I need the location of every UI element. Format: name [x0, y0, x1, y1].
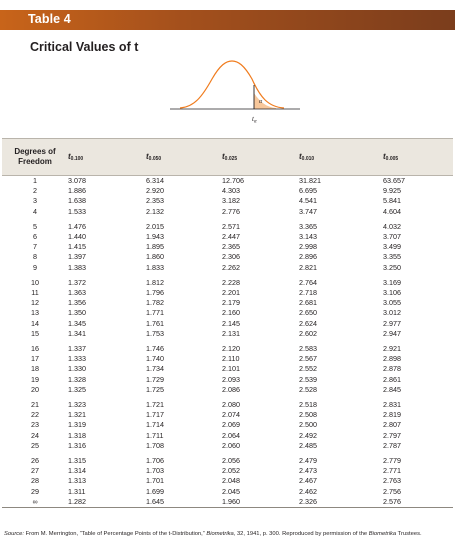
value-cell: 1.714	[146, 420, 164, 430]
value-cell: 2.045	[222, 486, 240, 496]
df-header-line-2: Freedom	[18, 157, 52, 166]
value-cell: 3.182	[222, 196, 240, 206]
table-row	[2, 441, 453, 451]
value-cell: 2.779	[383, 456, 401, 466]
table-banner	[0, 10, 455, 30]
table-row	[2, 385, 453, 395]
column-header-t-0.010	[299, 139, 383, 176]
value-cell: 1.895	[146, 242, 164, 252]
value-cell: 2.921	[383, 344, 401, 354]
value-cell: 1.313	[68, 476, 86, 486]
source-journal-2: Biometrika	[368, 531, 397, 537]
source-prefix: Source:	[4, 531, 24, 537]
df-cell: 21	[31, 400, 39, 410]
value-cell: 2.145	[222, 318, 240, 328]
value-cell: 2.977	[383, 318, 401, 328]
value-cell: 2.771	[383, 466, 401, 476]
df-cell: 14	[31, 318, 39, 328]
value-cell: 1.753	[146, 328, 164, 338]
value-cell: 1.341	[68, 328, 86, 338]
df-cell: 24	[31, 430, 39, 440]
value-cell: 2.262	[222, 262, 240, 272]
df-cell: 13	[31, 308, 39, 318]
table-row	[2, 288, 453, 298]
table-row	[2, 217, 453, 232]
value-cell: 1.706	[146, 456, 164, 466]
df-cell: ∞	[32, 496, 38, 506]
df-cell: 4	[33, 206, 37, 216]
value-cell: 1.316	[68, 440, 86, 450]
column-subscript: 0.050	[148, 156, 162, 162]
table-label: Table 4	[28, 12, 71, 26]
value-cell: 3.365	[299, 221, 317, 231]
value-cell: 2.306	[222, 252, 240, 262]
value-cell: 1.729	[146, 374, 164, 384]
df-cell: 20	[31, 384, 39, 394]
value-cell: 3.078	[68, 176, 86, 185]
column-subscript: 0.005	[385, 156, 399, 162]
value-cell: 2.365	[222, 242, 240, 252]
value-cell: 1.711	[146, 430, 164, 440]
value-cell: 2.571	[222, 221, 240, 231]
value-cell: 1.311	[68, 486, 86, 496]
column-symbol: t	[299, 152, 302, 161]
value-cell: 1.476	[68, 221, 86, 231]
value-cell: 2.797	[383, 430, 401, 440]
value-cell: 3.747	[299, 206, 317, 216]
value-cell: 1.356	[68, 298, 86, 308]
value-cell: 1.699	[146, 486, 164, 496]
value-cell: 1.703	[146, 466, 164, 476]
value-cell: 2.508	[299, 410, 317, 420]
tail-area-shade	[254, 93, 276, 109]
value-cell: 3.012	[383, 308, 401, 318]
value-cell: 2.500	[299, 420, 317, 430]
df-cell: 12	[31, 298, 39, 308]
value-cell: 1.397	[68, 252, 86, 262]
table-row	[2, 431, 453, 441]
table-row	[2, 410, 453, 420]
table-row	[2, 420, 453, 430]
table-row	[2, 451, 453, 466]
value-cell: 2.764	[299, 277, 317, 287]
value-cell: 3.707	[383, 232, 401, 242]
value-cell: 2.110	[222, 354, 240, 364]
value-cell: 2.947	[383, 328, 401, 338]
value-cell: 2.353	[146, 196, 164, 206]
column-subscript: 0.010	[301, 156, 315, 162]
value-cell: 1.533	[68, 206, 86, 216]
value-cell: 2.131	[222, 328, 240, 338]
df-cell: 23	[31, 420, 39, 430]
df-cell: 9	[33, 262, 37, 272]
table-row	[2, 319, 453, 329]
table-row	[2, 176, 453, 187]
value-cell: 2.132	[146, 206, 164, 216]
value-cell: 3.499	[383, 242, 401, 252]
value-cell: 2.898	[383, 354, 401, 364]
value-cell: 1.282	[68, 496, 86, 506]
value-cell: 1.771	[146, 308, 164, 318]
df-cell: 1	[33, 176, 37, 185]
value-cell: 3.055	[383, 298, 401, 308]
column-subscript: 0.025	[224, 156, 238, 162]
table-row	[2, 242, 453, 252]
value-cell: 2.602	[299, 328, 317, 338]
column-header-t-0.100	[68, 139, 146, 176]
value-cell: 2.120	[222, 344, 240, 354]
value-cell: 9.925	[383, 186, 401, 196]
value-cell: 2.069	[222, 420, 240, 430]
value-cell: 1.415	[68, 242, 86, 252]
value-cell: 1.345	[68, 318, 86, 328]
value-cell: 2.518	[299, 400, 317, 410]
source-text-a: From M. Merrington, “Table of Percentage Points of the t-Distribution,”	[23, 531, 207, 537]
value-cell: 1.330	[68, 364, 86, 374]
value-cell: 2.878	[383, 364, 401, 374]
df-cell: 17	[31, 354, 39, 364]
table-row	[2, 186, 453, 196]
page-title: Critical Values of t	[30, 40, 139, 54]
table-row	[2, 339, 453, 354]
column-subscript: 0.100	[70, 156, 84, 162]
value-cell: 1.725	[146, 384, 164, 394]
value-cell: 1.833	[146, 262, 164, 272]
table-row	[2, 375, 453, 385]
value-cell: 1.796	[146, 288, 164, 298]
value-cell: 1.860	[146, 252, 164, 262]
value-cell: 31.821	[299, 176, 321, 185]
value-cell: 63.657	[383, 176, 405, 185]
value-cell: 2.896	[299, 252, 317, 262]
value-cell: 1.333	[68, 354, 86, 364]
value-cell: 1.812	[146, 277, 164, 287]
table-row	[2, 232, 453, 242]
value-cell: 2.576	[383, 496, 401, 506]
value-cell: 2.048	[222, 476, 240, 486]
column-symbol: t	[222, 152, 225, 161]
value-cell: 2.064	[222, 430, 240, 440]
value-cell: 4.032	[383, 221, 401, 231]
value-cell: 2.080	[222, 400, 240, 410]
table-row	[2, 308, 453, 318]
value-cell: 2.093	[222, 374, 240, 384]
value-cell: 1.960	[222, 496, 240, 506]
df-header-line-1: Degrees of	[14, 147, 56, 156]
value-cell: 2.624	[299, 318, 317, 328]
value-cell: 2.056	[222, 456, 240, 466]
df-cell: 3	[33, 196, 37, 206]
df-cell: 8	[33, 252, 37, 262]
value-cell: 2.015	[146, 221, 164, 231]
value-cell: 3.143	[299, 232, 317, 242]
value-cell: 3.106	[383, 288, 401, 298]
table-row	[2, 207, 453, 217]
table-row	[2, 497, 453, 508]
value-cell: 2.681	[299, 298, 317, 308]
df-cell: 22	[31, 410, 39, 420]
value-cell: 1.319	[68, 420, 86, 430]
value-cell: 1.350	[68, 308, 86, 318]
value-cell: 1.325	[68, 384, 86, 394]
df-cell: 5	[33, 221, 37, 231]
value-cell: 2.479	[299, 456, 317, 466]
source-text-b: 32, 1941, p. 300. Reproduced by permission of the	[235, 531, 369, 537]
value-cell: 1.314	[68, 466, 86, 476]
value-cell: 2.831	[383, 400, 401, 410]
value-cell: 3.169	[383, 277, 401, 287]
value-cell: 2.467	[299, 476, 317, 486]
table-header-row	[2, 139, 453, 176]
density-curve	[180, 61, 284, 108]
table-row	[2, 263, 453, 273]
column-header-t-0.050	[146, 139, 222, 176]
value-cell: 2.861	[383, 374, 401, 384]
value-cell: 2.101	[222, 364, 240, 374]
table-row	[2, 487, 453, 497]
value-cell: 2.583	[299, 344, 317, 354]
value-cell: 2.086	[222, 384, 240, 394]
column-symbol: t	[383, 152, 386, 161]
value-cell: 2.326	[299, 496, 317, 506]
source-journal: Biometrika,	[206, 531, 236, 537]
value-cell: 1.323	[68, 400, 86, 410]
table-body	[2, 176, 453, 508]
value-cell: 2.998	[299, 242, 317, 252]
value-cell: 1.645	[146, 496, 164, 506]
value-cell: 2.228	[222, 277, 240, 287]
critical-values-table	[2, 138, 453, 508]
value-cell: 2.052	[222, 466, 240, 476]
value-cell: 1.383	[68, 262, 86, 272]
value-cell: 2.528	[299, 384, 317, 394]
table-row	[2, 298, 453, 308]
value-cell: 2.201	[222, 288, 240, 298]
value-cell: 1.337	[68, 344, 86, 354]
table-row	[2, 273, 453, 288]
value-cell: 2.567	[299, 354, 317, 364]
column-symbol: t	[68, 152, 71, 161]
value-cell: 2.718	[299, 288, 317, 298]
value-cell: 1.734	[146, 364, 164, 374]
value-cell: 2.160	[222, 308, 240, 318]
value-cell: 2.650	[299, 308, 317, 318]
df-cell: 25	[31, 440, 39, 450]
value-cell: 1.721	[146, 400, 164, 410]
value-cell: 1.321	[68, 410, 86, 420]
value-cell: 2.821	[299, 262, 317, 272]
value-cell: 2.807	[383, 420, 401, 430]
value-cell: 2.819	[383, 410, 401, 420]
value-cell: 2.552	[299, 364, 317, 374]
df-cell: 16	[31, 344, 39, 354]
value-cell: 2.492	[299, 430, 317, 440]
value-cell: 2.756	[383, 486, 401, 496]
value-cell: 2.074	[222, 410, 240, 420]
value-cell: 1.328	[68, 374, 86, 384]
df-cell: 7	[33, 242, 37, 252]
value-cell: 3.250	[383, 262, 401, 272]
t-distribution-figure	[170, 55, 310, 130]
column-header-t-0.005	[383, 139, 453, 176]
df-cell: 2	[33, 186, 37, 196]
value-cell: 1.943	[146, 232, 164, 242]
source-text-c: Trustees.	[396, 531, 422, 537]
value-cell: 2.485	[299, 440, 317, 450]
value-cell: 1.717	[146, 410, 164, 420]
value-cell: 2.447	[222, 232, 240, 242]
value-cell: 1.440	[68, 232, 86, 242]
source-note	[4, 529, 452, 539]
value-cell: 2.179	[222, 298, 240, 308]
value-cell: 1.708	[146, 440, 164, 450]
df-cell: 6	[33, 232, 37, 242]
value-cell: 1.740	[146, 354, 164, 364]
table-row	[2, 329, 453, 339]
value-cell: 3.355	[383, 252, 401, 262]
df-cell: 27	[31, 466, 39, 476]
value-cell: 1.638	[68, 196, 86, 206]
value-cell: 6.314	[146, 176, 164, 185]
table-row	[2, 252, 453, 262]
table-row	[2, 466, 453, 476]
table-row	[2, 364, 453, 374]
df-cell: 26	[31, 456, 39, 466]
value-cell: 2.462	[299, 486, 317, 496]
value-cell: 2.845	[383, 384, 401, 394]
value-cell: 1.746	[146, 344, 164, 354]
value-cell: 1.886	[68, 186, 86, 196]
value-cell: 4.303	[222, 186, 240, 196]
value-cell: 5.841	[383, 196, 401, 206]
value-cell: 2.060	[222, 440, 240, 450]
table-row	[2, 196, 453, 206]
table-row	[2, 395, 453, 410]
value-cell: 2.920	[146, 186, 164, 196]
table-row	[2, 476, 453, 486]
df-cell: 18	[31, 364, 39, 374]
alpha-label: α	[259, 99, 263, 105]
df-cell: 10	[31, 277, 39, 287]
value-cell: 4.604	[383, 206, 401, 216]
value-cell: 1.782	[146, 298, 164, 308]
value-cell: 2.787	[383, 440, 401, 450]
table-row	[2, 354, 453, 364]
column-symbol: t	[146, 152, 149, 161]
value-cell: 4.541	[299, 196, 317, 206]
df-cell: 15	[31, 328, 39, 338]
value-cell: 1.363	[68, 288, 86, 298]
column-header-t-0.025	[222, 139, 299, 176]
value-cell: 2.776	[222, 206, 240, 216]
value-cell: 6.695	[299, 186, 317, 196]
value-cell: 12.706	[222, 176, 244, 185]
value-cell: 2.539	[299, 374, 317, 384]
value-cell: 1.318	[68, 430, 86, 440]
df-cell: 28	[31, 476, 39, 486]
value-cell: 1.761	[146, 318, 164, 328]
df-cell: 29	[31, 486, 39, 496]
value-cell: 1.701	[146, 476, 164, 486]
df-cell: 19	[31, 374, 39, 384]
value-cell: 1.372	[68, 277, 86, 287]
value-cell: 2.473	[299, 466, 317, 476]
df-column-header	[2, 139, 68, 176]
value-cell: 2.763	[383, 476, 401, 486]
t-alpha-label: $t_\alpha$	[252, 115, 257, 125]
df-cell: 11	[31, 288, 39, 298]
value-cell: 1.315	[68, 456, 86, 466]
